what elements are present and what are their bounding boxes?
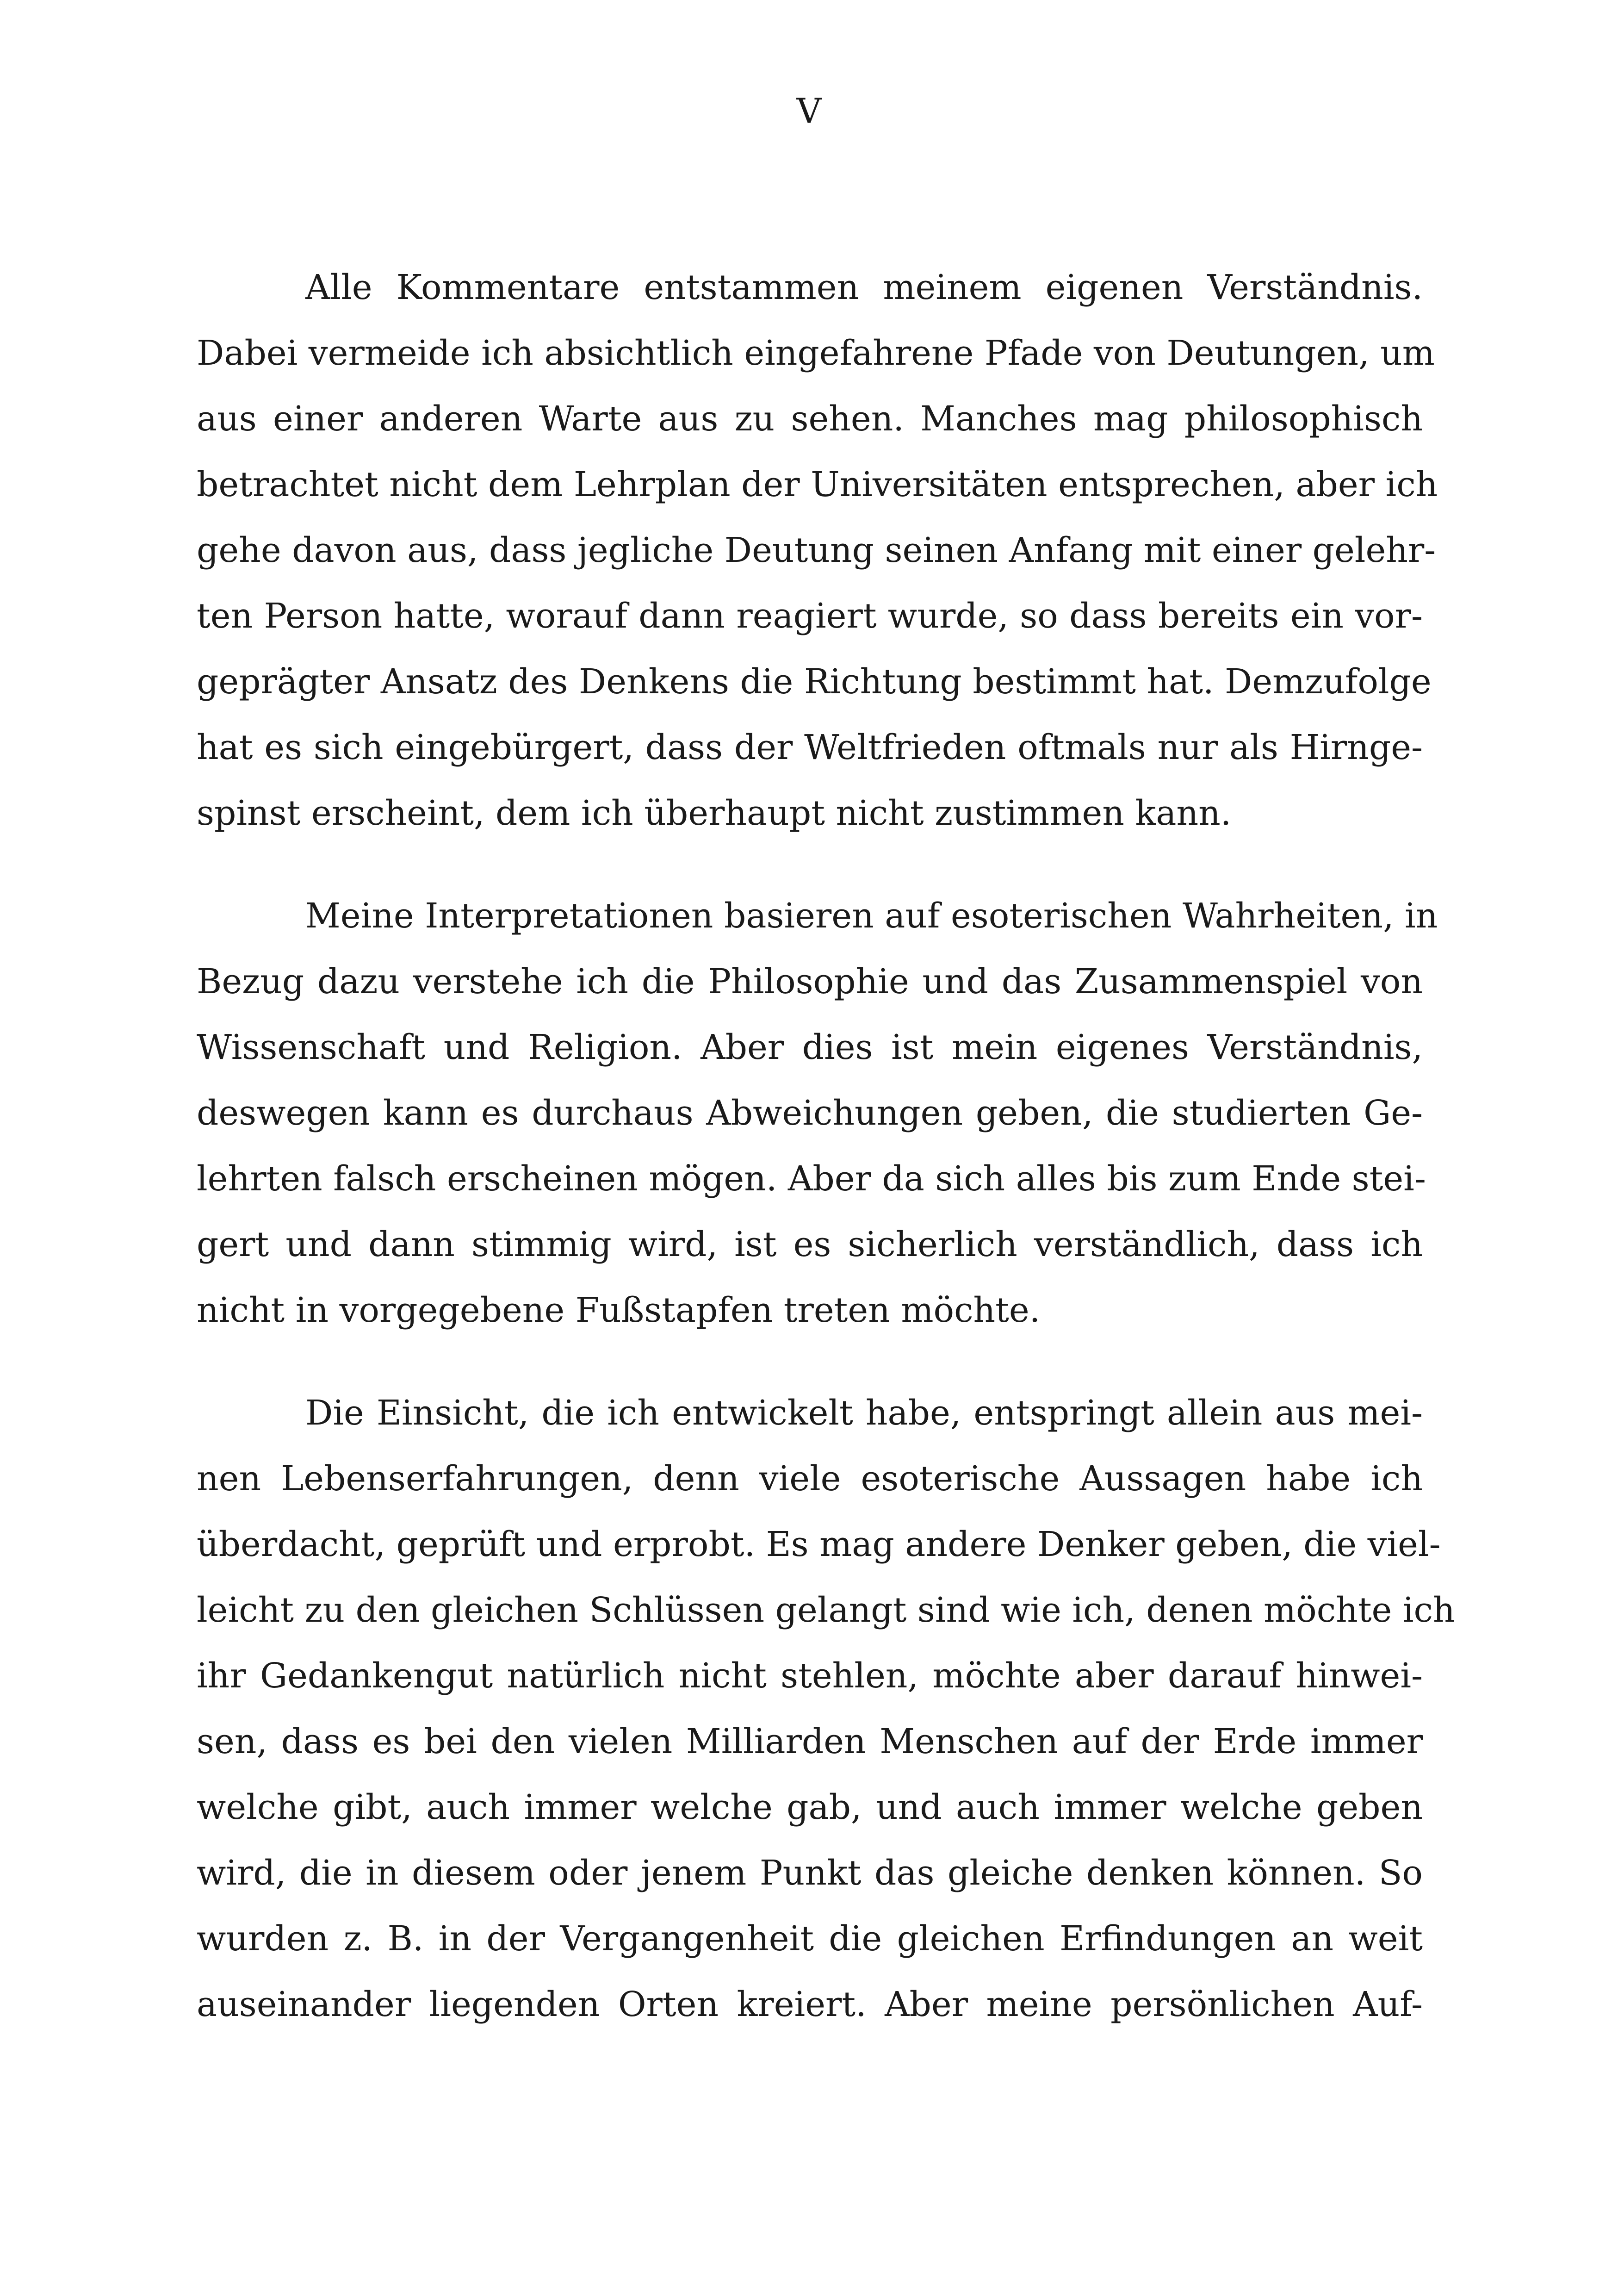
text-line: deswegen kann es durchaus Abweichungen geben, die studierten Ge- [197, 1093, 1423, 1133]
body-text [197, 255, 1455, 2037]
text-line: betrachtet nicht dem Lehrplan der Universitäten entsprechen, aber ich [197, 465, 1438, 504]
text-line: aus einer anderen Warte aus zu sehen. Manches mag philosophisch [197, 399, 1423, 439]
text-line: auseinander liegenden Orten kreiert. Aber meine persönlichen Auf- [197, 1985, 1423, 2024]
text-line: Wissenschaft und Religion. Aber dies ist mein eigenes Verständnis, [197, 1027, 1423, 1067]
text-line: Dabei vermeide ich absichtlich eingefahrene Pfade von Deutungen, um [197, 333, 1435, 373]
text-line: hat es sich eingebürgert, dass der Weltfrieden oftmals nur als Hirnge- [197, 728, 1423, 767]
text-line: geprägter Ansatz des Denkens die Richtung bestimmt hat. Demzufolge [197, 662, 1432, 702]
text-line: Meine Interpretationen basieren auf esoterischen Wahrheiten, in [305, 896, 1438, 936]
text-line: gehe davon aus, dass jegliche Deutung seinen Anfang mit einer gelehr- [197, 530, 1436, 570]
text-line: Bezug dazu verstehe ich die Philosophie und das Zusammenspiel von [197, 962, 1423, 1002]
text-line: überdacht, geprüft und erprobt. Es mag andere Denker geben, die viel- [197, 1524, 1441, 1564]
paragraph-2 [197, 883, 1438, 1343]
text-line: spinst erscheint, dem ich überhaupt nicht zustimmen kann. [197, 793, 1232, 833]
page-number: V [796, 91, 822, 131]
text-line: leicht zu den gleichen Schlüssen gelangt sind wie ich, denen möchte ich [197, 1590, 1455, 1630]
text-line: gert und dann stimmig wird, ist es sicherlich verständlich, dass ich [197, 1225, 1423, 1264]
text-line: wird, die in diesem oder jenem Punkt das gleiche denken können. So [197, 1853, 1423, 1893]
text-line: nen Lebenserfahrungen, denn viele esoterische Aussagen habe ich [197, 1459, 1423, 1499]
paragraph-3 [197, 1380, 1455, 2037]
text-line: sen, dass es bei den vielen Milliarden Menschen auf der Erde immer [197, 1722, 1423, 1761]
text-line: wurden z. B. in der Vergangenheit die gleichen Erfindungen an weit [197, 1919, 1423, 1959]
text-line: ihr Gedankengut natürlich nicht stehlen, möchte aber darauf hinwei- [197, 1656, 1423, 1696]
text-line: Alle Kommentare entstammen meinem eigenen Verständnis. [305, 268, 1423, 307]
text-line: lehrten falsch erscheinen mögen. Aber da sich alles bis zum Ende stei- [197, 1159, 1426, 1199]
text-line: ten Person hatte, worauf dann reagiert wurde, so dass bereits ein vor- [197, 596, 1423, 636]
text-line: nicht in vorgegebene Fußstapfen treten möchte. [197, 1290, 1041, 1330]
text-line: welche gibt, auch immer welche gab, und auch immer welche geben [197, 1787, 1423, 1827]
text-line: Die Einsicht, die ich entwickelt habe, entspringt allein aus mei- [305, 1393, 1423, 1433]
paragraph-1 [197, 255, 1438, 846]
